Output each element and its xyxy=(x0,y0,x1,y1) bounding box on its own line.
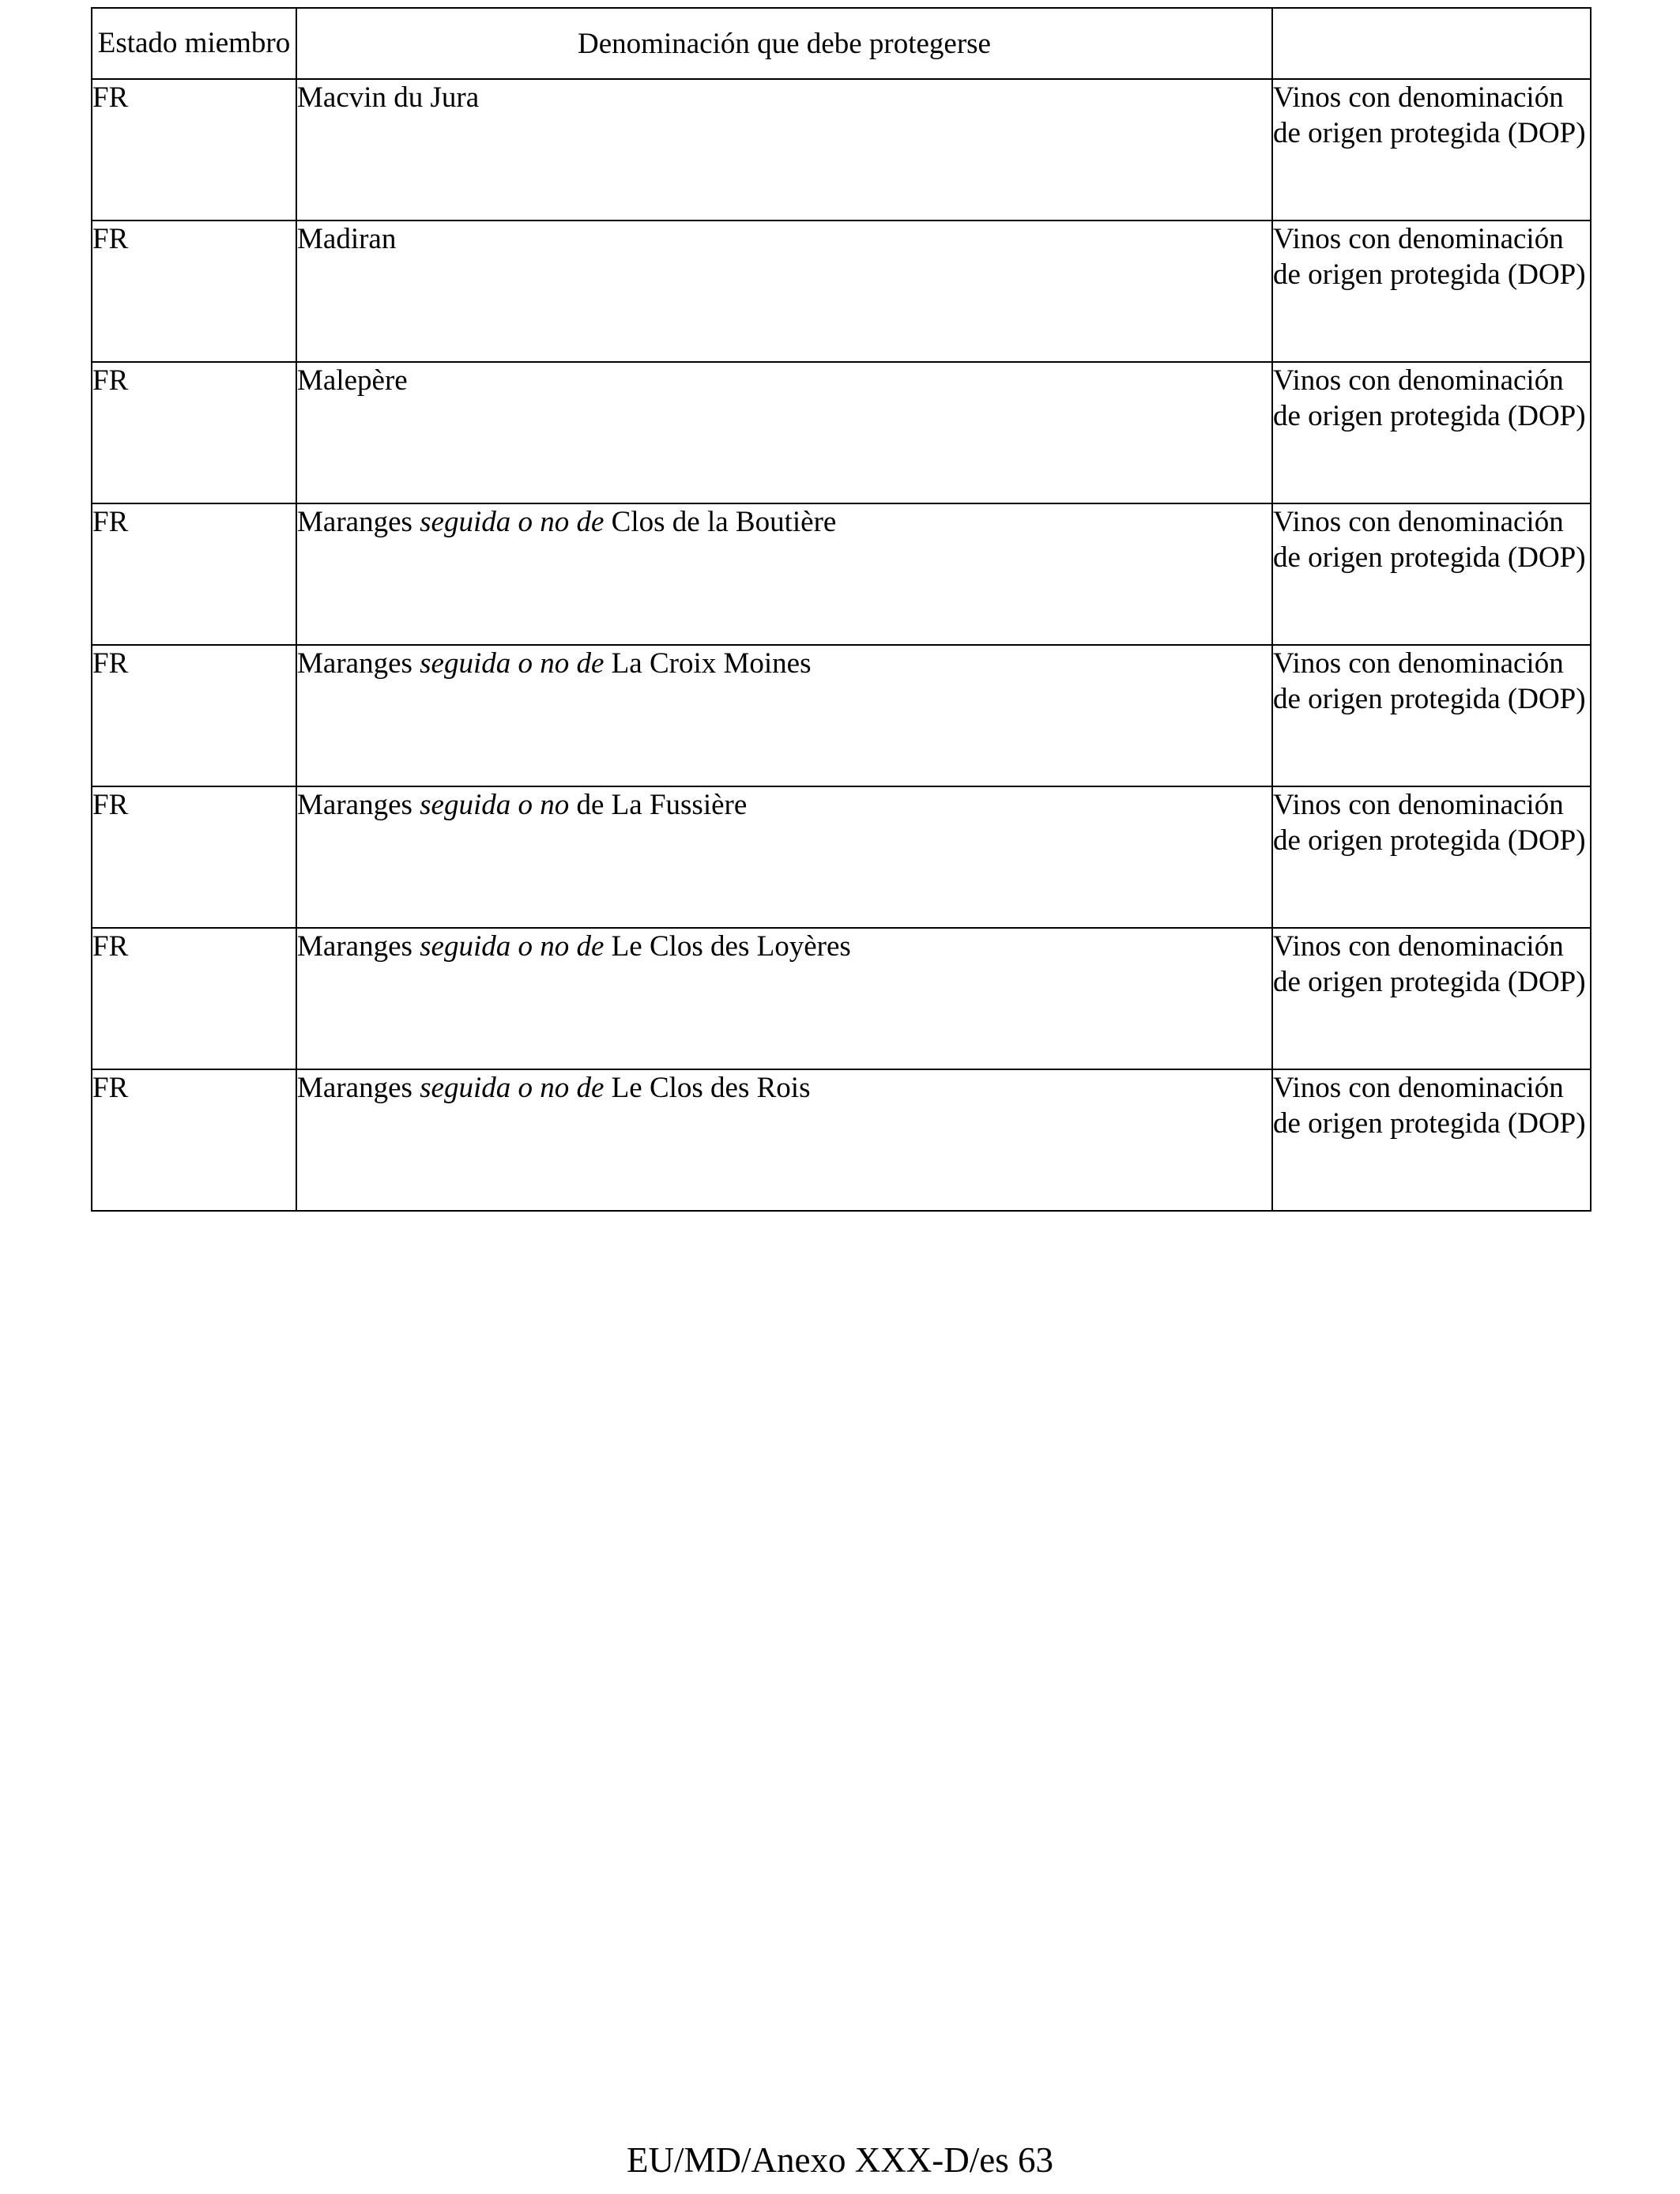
protected-name-suffix-text: Clos de la Boutière xyxy=(604,506,837,538)
category-cell: Vinos con denominación de origen protegida (DOP) xyxy=(1272,503,1591,645)
category-cell: Vinos con denominación de origen protegida (DOP) xyxy=(1272,79,1591,221)
member-state-cell: FR xyxy=(92,928,296,1069)
member-state-cell: FR xyxy=(92,503,296,645)
member-state-cell: FR xyxy=(92,786,296,928)
protected-name-text: Madiran xyxy=(297,223,397,255)
category-cell: Vinos con denominación de origen protegida (DOP) xyxy=(1272,786,1591,928)
table-header xyxy=(92,8,1591,79)
protected-name-italic-text: seguida o no de xyxy=(420,930,605,963)
protected-name-italic-text: seguida o no de xyxy=(420,1072,605,1104)
table-row xyxy=(92,221,1591,362)
protected-name-cell xyxy=(296,503,1272,645)
protected-name-cell xyxy=(296,1069,1272,1211)
protected-name-italic-text: seguida o no de xyxy=(420,647,605,680)
protected-name-text: Maranges xyxy=(297,647,420,680)
category-cell: Vinos con denominación de origen protegida (DOP) xyxy=(1272,221,1591,362)
protected-name-suffix-text: Le Clos des Loyères xyxy=(604,930,851,963)
table-body xyxy=(92,79,1591,1211)
category-cell: Vinos con denominación de origen protegida (DOP) xyxy=(1272,1069,1591,1211)
protected-name-suffix-text: de La Fussière xyxy=(569,789,748,821)
protected-name-cell xyxy=(296,645,1272,786)
category-cell: Vinos con denominación de origen protegida (DOP) xyxy=(1272,362,1591,503)
category-cell: Vinos con denominación de origen protegida (DOP) xyxy=(1272,645,1591,786)
member-state-cell: FR xyxy=(92,79,296,221)
protected-name-text: Maranges xyxy=(297,506,420,538)
page-footer-reference: EU/MD/Anexo XXX-D/es 63 xyxy=(627,2140,1053,2180)
protected-name-italic-text: seguida o no xyxy=(420,789,570,821)
header-category xyxy=(1272,8,1591,79)
table-row xyxy=(92,362,1591,503)
category-cell: Vinos con denominación de origen protegida (DOP) xyxy=(1272,928,1591,1069)
protected-name-cell xyxy=(296,928,1272,1069)
member-state-cell: FR xyxy=(92,221,296,362)
header-row xyxy=(92,8,1591,79)
table-row xyxy=(92,645,1591,786)
protected-name-text: Malepère xyxy=(297,364,408,397)
table-row xyxy=(92,786,1591,928)
header-protected-name: Denominación que debe protegerse xyxy=(296,8,1272,79)
protected-name-text: Maranges xyxy=(297,1072,420,1104)
table-row xyxy=(92,1069,1591,1211)
protected-name-italic-text: seguida o no de xyxy=(420,506,605,538)
protected-name-suffix-text: La Croix Moines xyxy=(604,647,812,680)
table-row xyxy=(92,503,1591,645)
protected-name-cell xyxy=(296,221,1272,362)
protected-name-cell xyxy=(296,79,1272,221)
member-state-cell: FR xyxy=(92,362,296,503)
protected-name-text: Maranges xyxy=(297,930,420,963)
protected-name-cell xyxy=(296,786,1272,928)
member-state-cell: FR xyxy=(92,645,296,786)
protected-name-text: Macvin du Jura xyxy=(297,81,480,114)
protected-name-suffix-text: Le Clos des Rois xyxy=(604,1072,811,1104)
member-state-cell: FR xyxy=(92,1069,296,1211)
table-row xyxy=(92,928,1591,1069)
header-member-state: Estado miembro xyxy=(92,8,296,79)
protected-name-cell xyxy=(296,362,1272,503)
protected-name-text: Maranges xyxy=(297,789,420,821)
table-row xyxy=(92,79,1591,221)
protected-names-table xyxy=(91,7,1591,1212)
